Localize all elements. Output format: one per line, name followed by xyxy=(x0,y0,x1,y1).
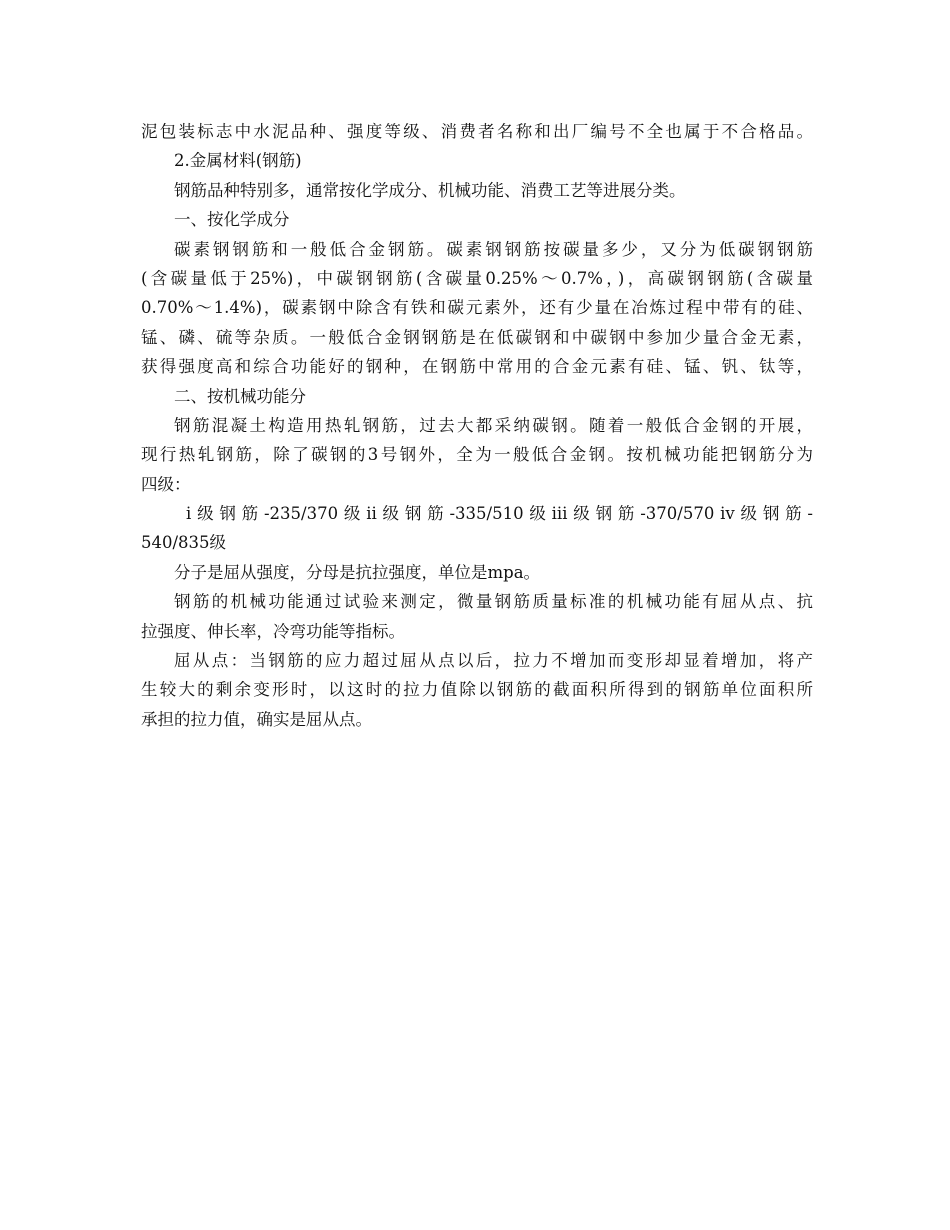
paragraph-mechanical-test-line-1: 钢筋的机械功能通过试验来测定，微量钢筋质量标准的机械功能有屈从点、抗 xyxy=(174,592,813,612)
rebar-grades-line-1: ⅰ级钢筋-235/370级ⅱ级钢筋-335/510级ⅲ级钢筋-370/570ⅳ级钢筋- xyxy=(186,504,813,524)
document-body xyxy=(141,117,813,734)
paragraph-carbon-steel-line-4: 锰、磷、硫等杂质。一般低合金钢钢筋是在低碳钢和中碳钢中参加少量合金无素， xyxy=(141,327,813,347)
paragraph-carbon-steel-line-2: (含碳量低于25%)，中碳钢钢筋(含碳量0.25%～0.7%，)，高碳钢钢筋(含碳量 xyxy=(141,268,813,288)
paragraph-yield-point-line-2: 生较大的剩余变形时，以这时的拉力值除以钢筋的截面积所得到的钢筋单位面积所 xyxy=(141,680,813,700)
paragraph-strength-units: 分子是屈从强度，分母是抗拉强度，单位是mpa。 xyxy=(174,562,541,582)
paragraph-carbon-steel-line-1: 碳素钢钢筋和一般低合金钢筋。碳素钢钢筋按碳量多少，又分为低碳钢钢筋 xyxy=(174,239,813,259)
paragraph-cement-packaging-line: 泥包装标志中水泥品种、强度等级、消费者名称和出厂编号不全也属于不合格品。 xyxy=(141,122,813,141)
paragraph-hot-rolled-line-3: 四级： xyxy=(141,474,191,494)
paragraph-hot-rolled-line-1: 钢筋混凝土构造用热轧钢筋，过去大都采纳碳钢。随着一般低合金钢的开展， xyxy=(174,415,813,435)
subheading-by-chemical-composition: 一、按化学成分 xyxy=(174,210,290,230)
paragraph-hot-rolled-line-2: 现行热轧钢筋，除了碳钢的3号钢外，全为一般低合金钢。按机械功能把钢筋分为 xyxy=(141,445,813,465)
paragraph-carbon-steel-line-3: 0.70%～1.4%)，碳素钢中除含有铁和碳元素外，还有少量在冶炼过程中带有的硅、 xyxy=(141,298,813,318)
paragraph-carbon-steel-line-5: 获得强度高和综合功能好的钢种，在钢筋中常用的合金元素有硅、锰、钒、钛等， xyxy=(141,357,813,377)
section-heading-metal-materials: 2.金属材料(钢筋) xyxy=(174,151,302,171)
rebar-grades-line-2: 540/835级 xyxy=(141,533,227,553)
paragraph-yield-point-line-1: 屈从点：当钢筋的应力超过屈从点以后，拉力不增加而变形却显着增加，将产 xyxy=(174,651,813,671)
subheading-by-mechanical-properties: 二、按机械功能分 xyxy=(174,386,306,406)
paragraph-rebar-classification: 钢筋品种特别多，通常按化学成分、机械功能、消费工艺等进展分类。 xyxy=(174,180,686,200)
paragraph-mechanical-test-line-2: 拉强度、伸长率，冷弯功能等指标。 xyxy=(141,621,405,641)
paragraph-yield-point-line-3: 承担的拉力值，确实是屈从点。 xyxy=(141,709,372,729)
